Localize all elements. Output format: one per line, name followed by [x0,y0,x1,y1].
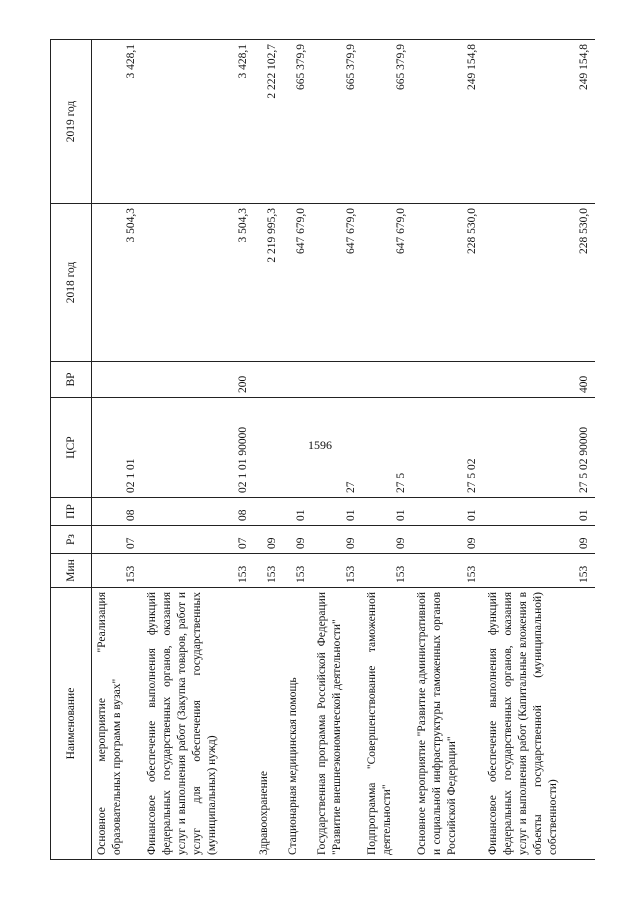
row-pr: 08 [142,498,254,526]
row-2018: 647 679,0 [362,204,412,362]
row-pr: 08 [92,498,143,526]
row-csr: 27 [312,398,362,498]
table-row [254,40,283,860]
row-min: 153 [283,554,312,588]
row-vr: 400 [483,362,595,398]
row-pr: 01 [362,498,412,526]
row-rz: 09 [362,526,412,554]
header-vr: ВР [51,362,92,398]
row-2018: 647 679,0 [283,204,312,362]
row-vr [412,362,483,398]
budget-table [50,39,595,860]
row-min: 153 [362,554,412,588]
row-vr [312,362,362,398]
row-rz: 09 [312,526,362,554]
row-rz: 07 [142,526,254,554]
row-csr: 02 1 01 90000 [142,398,254,498]
row-csr: 27 5 02 90000 [483,398,595,498]
row-csr [254,398,283,498]
row-2018: 3 504,3 [92,204,143,362]
row-rz: 09 [412,526,483,554]
header-pr: ПР [51,498,92,526]
row-csr [283,398,312,498]
row-2019: 665 379,9 [283,40,312,204]
page-number: 1596 [308,438,332,452]
table-row [362,40,412,860]
row-csr: 27 5 [362,398,412,498]
row-rz: 09 [483,526,595,554]
row-rz: 09 [254,526,283,554]
row-vr [254,362,283,398]
row-2018: 647 679,0 [312,204,362,362]
row-min: 153 [312,554,362,588]
row-vr [283,362,312,398]
row-2019: 2 222 102,7 [254,40,283,204]
row-name: Основное мероприятие "Реализация образовательных программ в вузах" [92,588,143,860]
header-csr: ЦСР [51,398,92,498]
row-2019: 665 379,9 [312,40,362,204]
rotated-table-wrapper [50,40,595,860]
row-min: 153 [412,554,483,588]
row-rz: 09 [283,526,312,554]
row-name: Финансовое обеспечение выполнения функций федеральных государственных органов, оказания услуг и выполнения работ (Закупка товаров, работ и услуг для обеспечения государственных (муниципальных) нужд) [142,588,254,860]
table-row [412,40,483,860]
row-vr: 200 [142,362,254,398]
row-rz: 07 [92,526,143,554]
row-name: Подпрограмма "Совершенствование таможенной деятельности" [362,588,412,860]
row-min: 153 [142,554,254,588]
table-row [312,40,362,860]
row-pr: 01 [483,498,595,526]
row-vr [92,362,143,398]
row-csr: 02 1 01 [92,398,143,498]
row-min: 153 [92,554,143,588]
row-pr: 01 [283,498,312,526]
header-2019: 2019 год [51,40,92,204]
header-row [51,40,92,860]
row-2018: 228 530,0 [483,204,595,362]
table-row [92,40,143,860]
row-2019: 3 428,1 [92,40,143,204]
row-2018: 3 504,3 [142,204,254,362]
row-2019: 249 154,8 [483,40,595,204]
table-row [283,40,312,860]
row-2018: 2 219 995,3 [254,204,283,362]
table-row [483,40,595,860]
row-2019: 3 428,1 [142,40,254,204]
row-min: 153 [483,554,595,588]
row-min: 153 [254,554,283,588]
row-2018: 228 530,0 [412,204,483,362]
row-2019: 249 154,8 [412,40,483,204]
header-2018: 2018 год [51,204,92,362]
header-min: Мин [51,554,92,588]
row-name: Государственная программа Российской Федерации "Развитие внешнеэкономической деятельности" [312,588,362,860]
row-name: Стационарная медицинская помощь [283,588,312,860]
row-2019: 665 379,9 [362,40,412,204]
row-name: Основное мероприятие "Развитие административной и социальной инфраструктуры таможенных органов Российской Федерации" [412,588,483,860]
row-name: Здравоохранение [254,588,283,860]
row-csr: 27 5 02 [412,398,483,498]
table-row [142,40,254,860]
row-pr: 01 [312,498,362,526]
row-name: Финансовое обеспечение выполнения функций федеральных государственных органов, оказания услуг и выполнения работ (Капитальные вложения в объекты государственной (муниципальной) собственности) [483,588,595,860]
row-pr: 01 [412,498,483,526]
header-rz: Рз [51,526,92,554]
row-pr [254,498,283,526]
row-vr [362,362,412,398]
header-name: Наименование [51,588,92,860]
